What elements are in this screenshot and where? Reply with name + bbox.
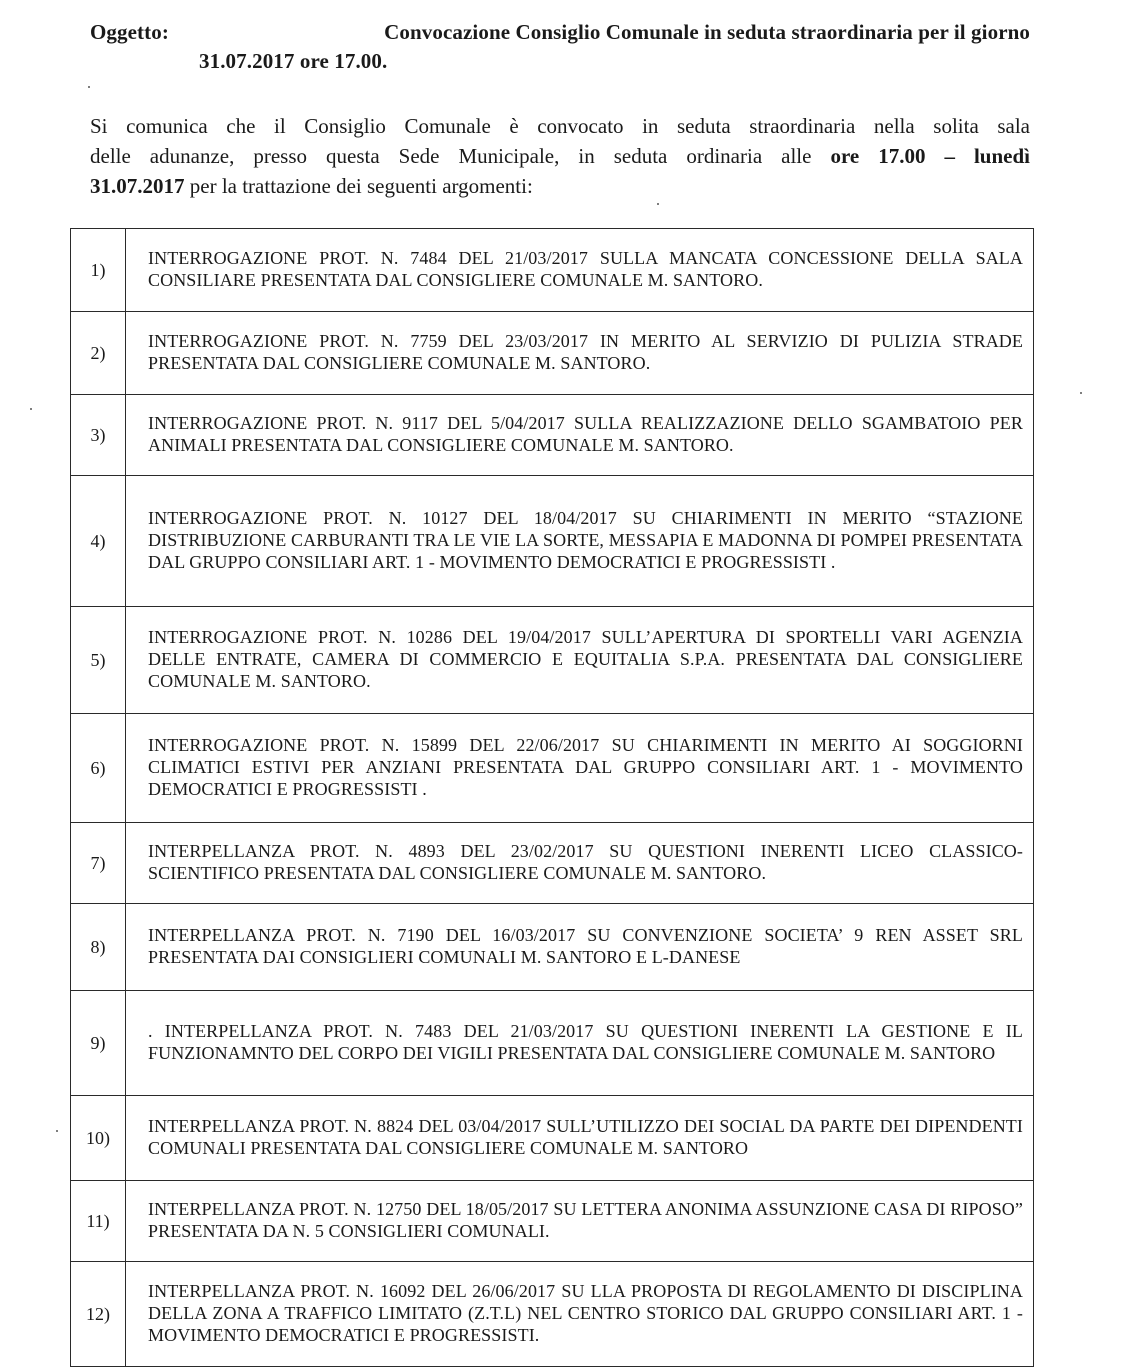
scan-speck [657,203,659,205]
agenda-row [71,991,1034,1096]
agenda-item-text: INTERPELLANZA PROT. N. 4893 DEL 23/02/2017 SU QUESTIONI INERENTI LICEO CLASSICO-SCIENTIFICO PRESENTATA DAL CONSIGLIERE COMUNALE M. SANTORO. [126,823,1034,904]
subject-label: Oggetto: [90,20,169,44]
intro-paragraph [90,111,1030,201]
intro-line-3 [90,171,1030,201]
intro-line-1: Si comunica che il Consiglio Comunale è convocato in seduta straordinaria nella solita sala [90,114,1030,138]
agenda-number: 9) [71,991,126,1096]
agenda-row [71,1181,1034,1262]
subject-text-1: Convocazione Consiglio Comunale in seduta straordinaria per il giorno [384,20,1030,44]
agenda-table [70,228,1034,1367]
agenda-number: 3) [71,395,126,476]
intro-line-2-text: delle adunanze, presso questa Sede Municipale, in seduta ordinaria alle [90,144,831,168]
agenda-row [71,476,1034,607]
agenda-number: 8) [71,904,126,991]
agenda-item-text: . INTERPELLANZA PROT. N. 7483 DEL 21/03/2017 SU QUESTIONI INERENTI LA GESTIONE E IL FUNZIONAMNTO DEL CORPO DEI VIGILI PRESENTATA DAL CONSIGLIERE COMUNALE M. SANTORO [126,991,1034,1096]
agenda-number: 10) [71,1096,126,1181]
intro-line-3-text: per la trattazione dei seguenti argomenti: [184,174,533,198]
agenda-number: 6) [71,714,126,823]
scan-speck [30,408,32,410]
subject-line-1 [90,18,1030,47]
agenda-number: 12) [71,1262,126,1367]
agenda-item-text: INTERPELLANZA PROT. N. 8824 DEL 03/04/2017 SULL’UTILIZZO DEI SOCIAL DA PARTE DEI DIPENDENTI COMUNALI PRESENTATA DAL CONSIGLIERE COMUNALE M. SANTORO [126,1096,1034,1181]
agenda-row [71,229,1034,312]
agenda-item-text: INTERROGAZIONE PROT. N. 9117 DEL 5/04/2017 SULLA REALIZZAZIONE DELLO SGAMBATOIO PER ANIMALI PRESENTATA DAL CONSIGLIERE COMUNALE M. SANTORO. [126,395,1034,476]
agenda-row [71,312,1034,395]
agenda-item-text: INTERROGAZIONE PROT. N. 10127 DEL 18/04/2017 SU CHIARIMENTI IN MERITO “STAZIONE DISTRIBUZIONE CARBURANTI TRA LE VIE LA SORTE, MESSAPIA E MADONNA DI POMPEI PRESENTATA DAL GRUPPO CONSILIARI ART. 1 - MOVIMENTO DEMOCRATICI E PROGRESSISTI . [126,476,1034,607]
agenda-row [71,823,1034,904]
subject-line-2: 31.07.2017 ore 17.00. [199,49,388,73]
agenda-item-text: INTERROGAZIONE PROT. N. 7484 DEL 21/03/2017 SULLA MANCATA CONCESSIONE DELLA SALA CONSILIARE PRESENTATA DAL CONSIGLIERE COMUNALE M. SANTORO. [126,229,1034,312]
agenda-row [71,904,1034,991]
scan-speck [56,1130,58,1132]
agenda-number: 1) [71,229,126,312]
agenda-number: 4) [71,476,126,607]
agenda-item-text: INTERROGAZIONE PROT. N. 7759 DEL 23/03/2017 IN MERITO AL SERVIZIO DI PULIZIA STRADE PRESENTATA DAL CONSIGLIERE COMUNALE M. SANTORO. [126,312,1034,395]
agenda-row [71,714,1034,823]
agenda-number: 7) [71,823,126,904]
intro-line-2 [90,141,1030,171]
agenda-number: 5) [71,607,126,714]
meeting-time: ore 17.00 – lunedì [830,144,1030,168]
agenda-row [71,1096,1034,1181]
agenda-item-text: INTERPELLANZA PROT. N. 7190 DEL 16/03/2017 SU CONVENZIONE SOCIETA’ 9 REN ASSET SRL PRESENTATA DAI CONSIGLIERI COMUNALI M. SANTORO E L-DANESE [126,904,1034,991]
agenda-row [71,1262,1034,1367]
subject-heading [90,18,1030,76]
agenda-item-text: INTERROGAZIONE PROT. N. 10286 DEL 19/04/2017 SULL’APERTURA DI SPORTELLI VARI AGENZIA DELLE ENTRATE, CAMERA DI COMMERCIO E EQUITALIA S.P.A. PRESENTATA DAL CONSIGLIERE COMUNALE M. SANTORO. [126,607,1034,714]
agenda-item-text: INTERPELLANZA PROT. N. 16092 DEL 26/06/2017 SU LLA PROPOSTA DI REGOLAMENTO DI DISCIPLINA DELLA ZONA A TRAFFICO LIMITATO (Z.T.L) NEL CENTRO STORICO DAL GRUPPO CONSILIARI ART. 1 - MOVIMENTO DEMOCRATICI E PROGRESSISTI. [126,1262,1034,1367]
agenda-number: 2) [71,312,126,395]
scan-speck [88,86,90,88]
scan-speck [1080,392,1082,394]
agenda-number: 11) [71,1181,126,1262]
agenda-item-text: INTERROGAZIONE PROT. N. 15899 DEL 22/06/2017 SU CHIARIMENTI IN MERITO AI SOGGIORNI CLIMATICI ESTIVI PER ANZIANI PRESENTATA DAL GRUPPO CONSILIARI ART. 1 - MOVIMENTO DEMOCRATICI E PROGRESSISTI . [126,714,1034,823]
agenda-item-text: INTERPELLANZA PROT. N. 12750 DEL 18/05/2017 SU LETTERA ANONIMA ASSUNZIONE CASA DI RIPOSO” PRESENTATA DA N. 5 CONSIGLIERI COMUNALI. [126,1181,1034,1262]
agenda-row [71,607,1034,714]
agenda-row [71,395,1034,476]
meeting-date: 31.07.2017 [90,174,185,198]
